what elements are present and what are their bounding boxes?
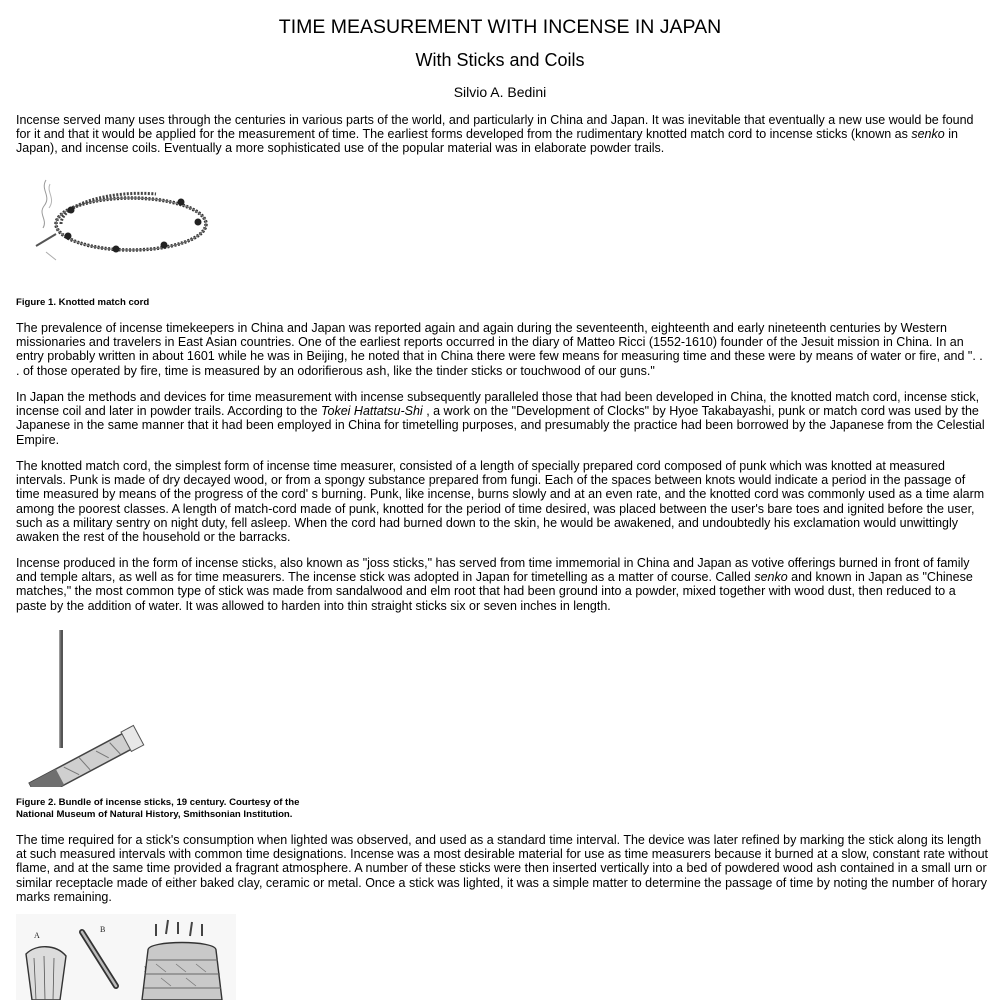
paragraph-incense-sticks: Incense produced in the form of incense sticks, also known as "joss sticks," has served from time immemorial in China and Japan as votive offerings burned in front of family and temple altars, as well as for time measurers. The incense stick was adopted in Japan for timetelling as a matter of course. Called senko and known in Japan as "Chinese matches," the most common type of stick was made from sandalwood and elm root that had been ground into a powder, mixed together with wood dust, then reduced to a paste by the addition of water. It was allowed to harden into thin straight sticks six or seven inches in length. — [16, 556, 973, 613]
figure-incense-sticks — [16, 622, 146, 790]
paragraph-intro: Incense served many uses through the centuries in various parts of the world, and particularly in China and Japan. It was inevitable that eventually a new use would be found for it and that it would be applied for the measurement of time. The earliest forms developed from the rudimentary knotted match cord to incense sticks (known as senko in Japan), and incense coils. Eventually a more sophisticated use of the popular material was in elaborate powder trails. — [16, 113, 974, 156]
knotted-match-cord-illustration — [16, 172, 216, 282]
figure-2-caption: Figure 2. Bundle of incense sticks, 19 century. Courtesy of the National Museum of Natural History, Smithsonian Institution. — [16, 797, 300, 820]
page-title: TIME MEASUREMENT WITH INCENSE IN JAPAN — [278, 16, 722, 38]
paragraph-ricci: The prevalence of incense timekeepers in China and Japan was reported again and again during the seventeenth, eighteenth and early nineteenth centuries by Western missionaries and travelers in East Asian countries. One of the earliest reports occurred in the diary of Matteo Ricci (1552-1610) founder of the Jesuit mission in China. In an entry probably written in about 1601 while he was in Beijing, he noted that in China there were few means for measuring time and these were by means of water or fire, and ". . . of those operated by fire, time is measured by an odorifierous ash, like the tinder sticks or touchwood of our guns." — [16, 321, 983, 378]
incense-urn-illustration — [16, 914, 236, 1000]
figure-label-a: A — [34, 931, 40, 940]
author-name: Silvio A. Bedini — [453, 84, 547, 100]
figure-incense-urn — [16, 914, 236, 1000]
figure-knotted-match-cord — [16, 172, 216, 285]
paragraph-japan-methods: In Japan the methods and devices for time measurement with incense subsequently paralleled those that had been developed in China, the knotted match cord, incense stick, incense coil and later in powder trails. According to the Tokei Hattatsu-Shi , a work on the "Development of Clocks" by Hyoe Takabayashi, punk or match cord was used by the Japanese in the same manner that it had been employed in China for timetelling purposes, and presumably the practice had been borrowed by the Japanese from the Celestial Empire. — [16, 390, 985, 447]
paragraph-match-cord: The knotted match cord, the simplest form of incense time measurer, consisted of a length of specially prepared cord composed of punk which was knotted at measured intervals. Punk is made of dry decayed wood, or from a spongy substance prepared from fungi. Each of the spaces between knots would indicate a period in the passage of time measured by means of the progress of the cord' s burning. Punk, like incense, burns slowly and at an even rate, and the knotted cord was commonly used as a time alarm among the poorest classes. A length of match-cord made of punk, knotted for the period of time desired, was placed between the user's bare toes and ignited before the user, such as a military sentry on night duty, fell asleep. When the cord had burned down to the skin, he would be awakened, and undoubtedly his exclamation would unwittingly awaken the rest of the household or the barracks. — [16, 459, 985, 545]
incense-sticks-illustration — [16, 622, 146, 787]
paragraph-stick-consumption: The time required for a stick's consumption when lighted was observed, and used as a standard time interval. The device was later refined by marking the stick along its length at such measured intervals with common time designations. Incense was a most desirable material for use as time measurers because it burned at a slow, constant rate without flame, and at the same time provided a fragrant atmosphere. A number of these sticks were then inserted vertically into a bed of powdered wood ash contained in a small urn or similar receptacle made of either baked clay, ceramic or metal. Once a stick was lighted, it was a simple matter to determine the passage of time by noting the number of horary marks remaining. — [16, 833, 988, 904]
figure-1-caption: Figure 1. Knotted match cord — [16, 297, 150, 308]
figure-label-b: B — [100, 925, 106, 934]
page-subtitle: With Sticks and Coils — [415, 50, 585, 70]
